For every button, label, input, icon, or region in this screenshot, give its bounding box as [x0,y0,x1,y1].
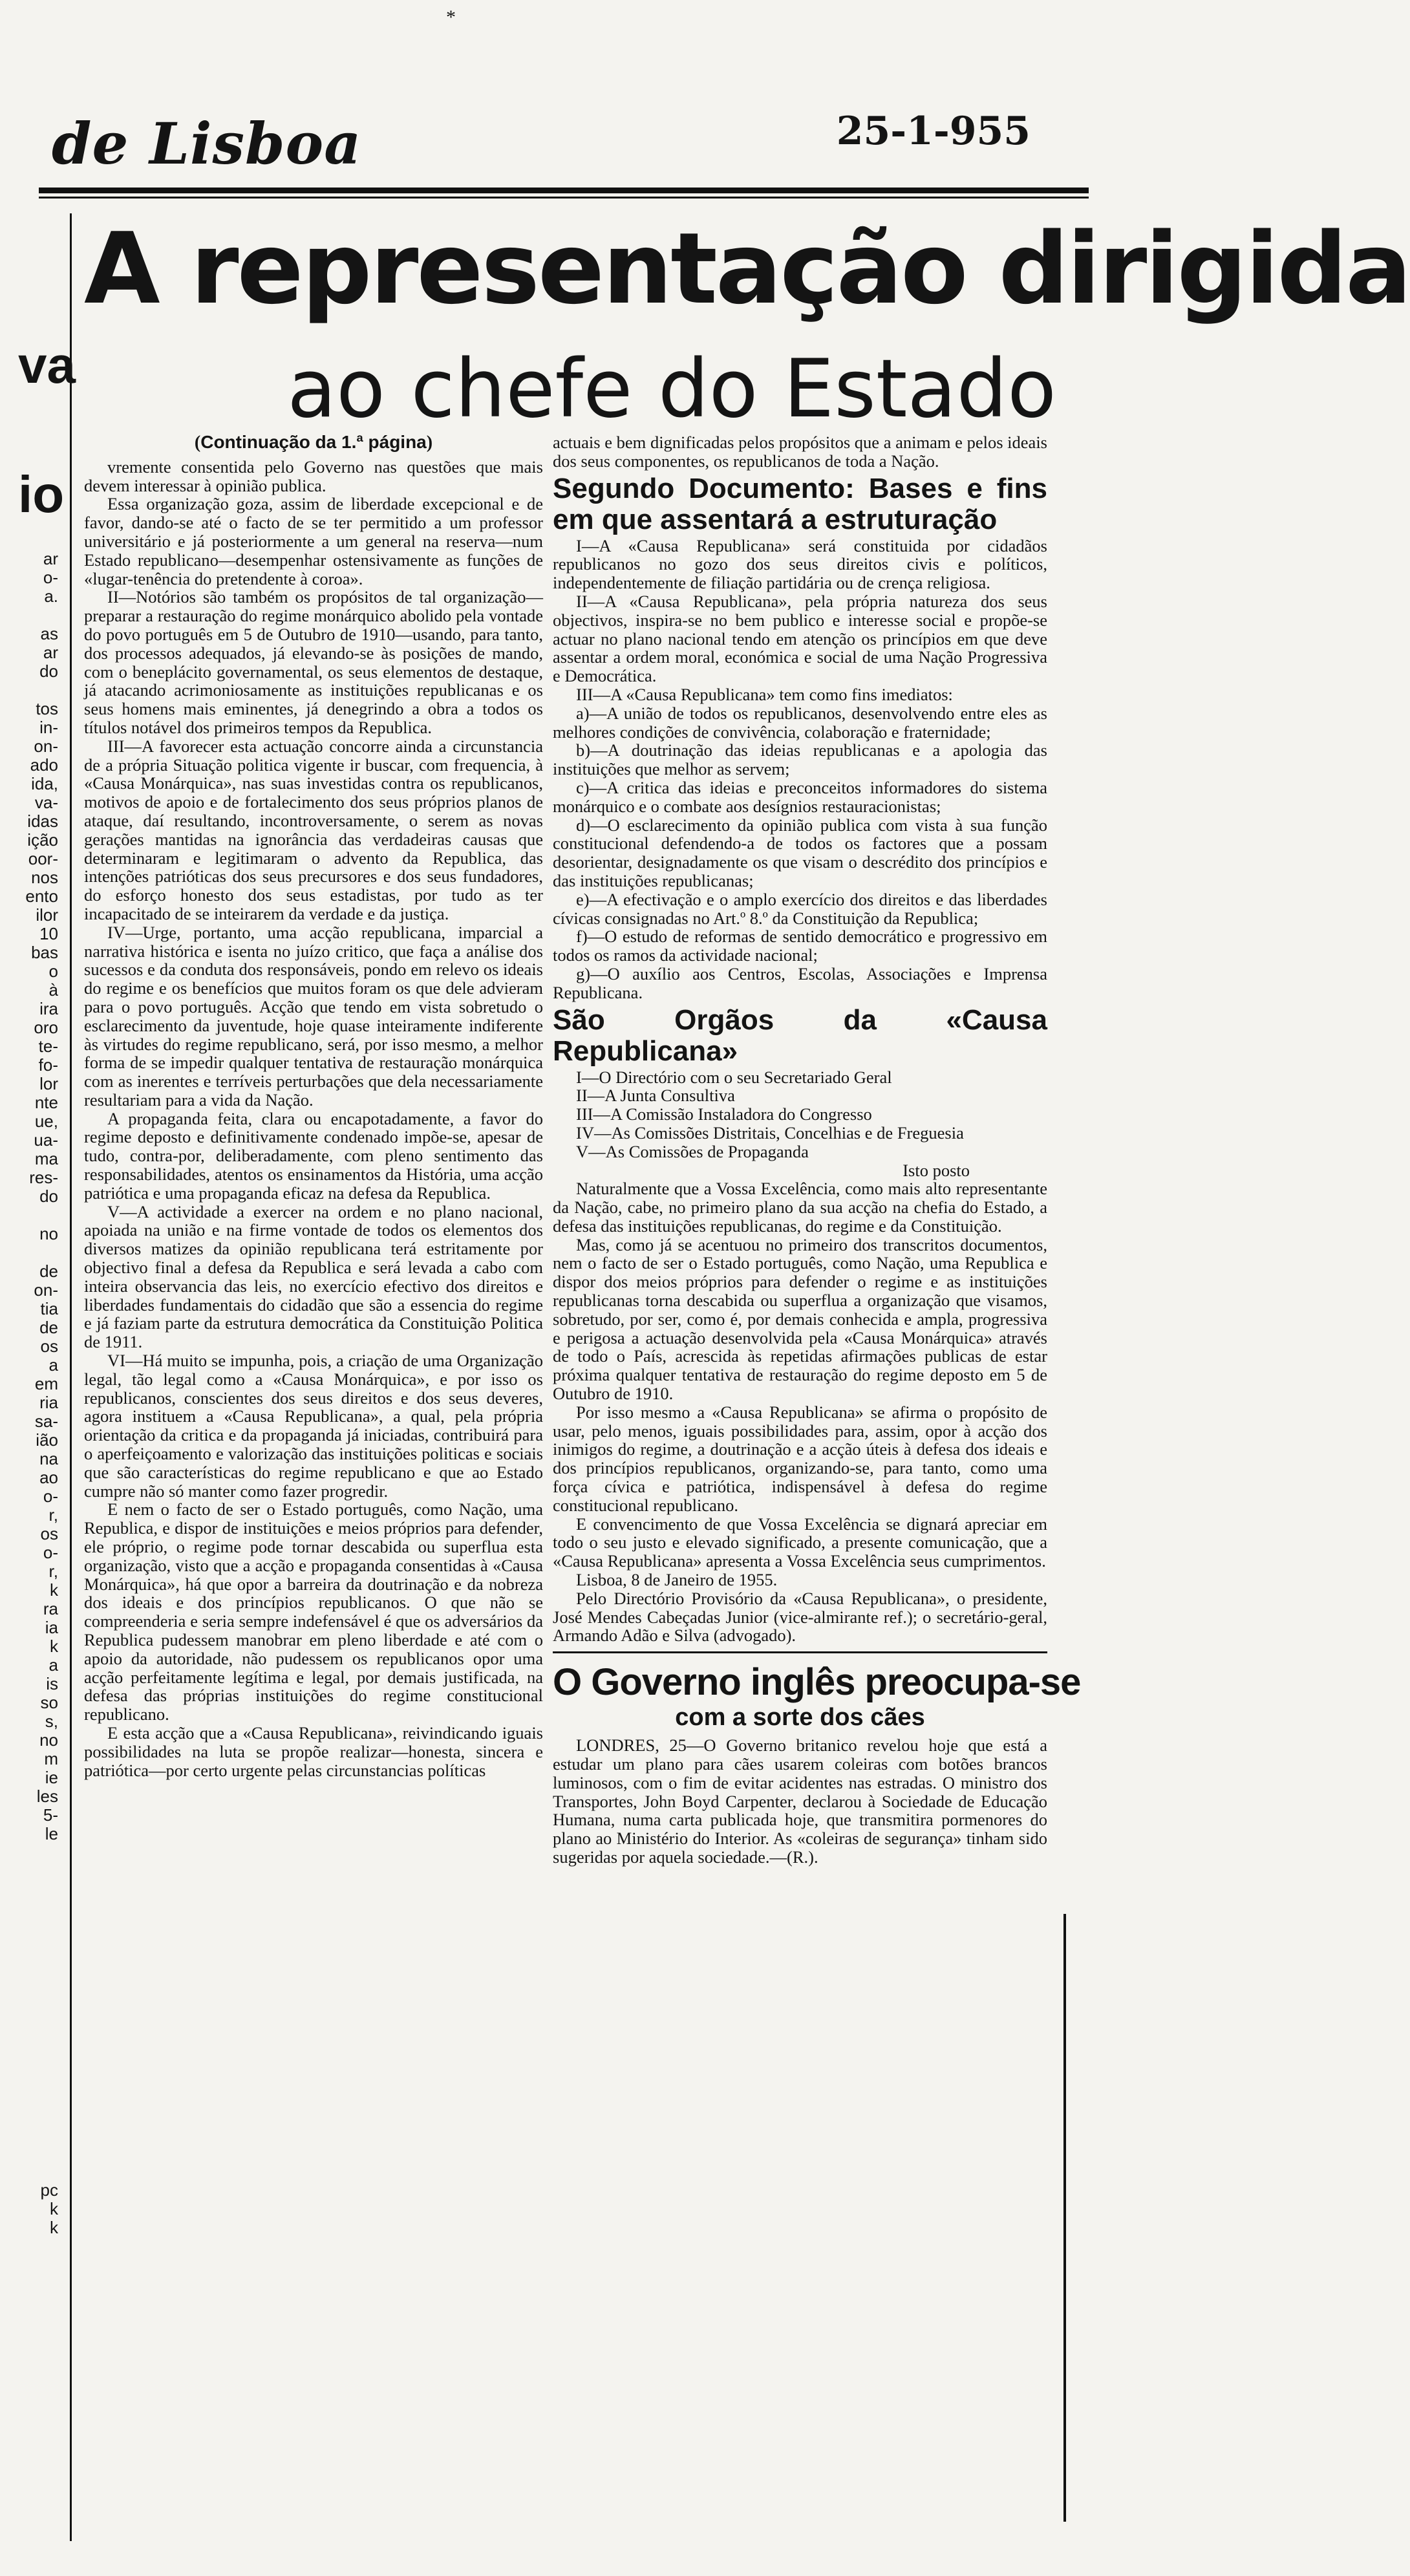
strip-fragment: lor [39,1074,58,1093]
strip-fragment: res- [29,1168,58,1187]
strip-fragment: ida, [31,774,58,793]
strip-fragment: nte [34,1093,58,1112]
continuation-note: (Continuação da 1.ª página) [194,432,433,453]
paragraph: E convencimento de que Vossa Excelência se dignará apreciar em todo o seu justo e elevado significado, a presente comunicação, que a «Causa Republicana» apresenta a Vossa Excelência seus cumprimentos. [553,1514,1047,1571]
strip-fragment: de [39,1318,58,1337]
strip-fragment: tos [36,699,58,718]
strip-fragment [18,606,58,625]
organ-item: II—A Junta Consultiva [576,1086,735,1106]
strip-fragment: os [40,1336,58,1356]
strip-fragment: sa- [34,1411,58,1431]
strip-fragment: oro [34,1018,58,1037]
strip-fragment: k [50,2218,58,2237]
list-item: a)—A união de todos os republicanos, desenvolvendo entre eles as melhores condições de convivência, colaboração e fraternidade; [553,703,1047,742]
strip-fragment: na [39,1449,58,1468]
strip-fragment [18,2087,58,2106]
strip-fragment [18,681,58,700]
strip-fragment: ia [45,1618,58,1637]
paragraph: Mas, como já se acentuou no primeiro dos transcritos documentos, nem o facto de ser o Estado português, como Nação, uma Republica e dispor dos meios próprios para defender o regime e as instituições republicanas torna descabida ou superflua a organização que visamos, sobretudo, por ser, como é, por demais conhecida e ampla, progressiva e perigosa a actuação desenvolvida pela «Causa Monárquica» através de todo o País, acrescida às repetidas afirmações publicas de estar próxima qualquer tentativa de restauração do regime deposto em 5 de Outubro de 1910. [553,1234,1047,1404]
strip-fragment: so [40,1693,58,1712]
strip-fragment: r, [48,1562,58,1581]
strip-fragment: ma [34,1149,58,1168]
strip-fragment: a. [44,586,58,606]
organ-item: IV—As Comissões Distritais, Concelhias e de Freguesia [576,1122,964,1143]
strip-fragment: em [34,1374,58,1393]
isto-posto: Isto posto [903,1160,970,1180]
strip-fragment: s, [45,1712,58,1731]
strip-fragment: te- [38,1036,58,1056]
strip-fragment: ria [39,1393,58,1412]
list-item: f)—O estudo de reformas de sentido democrático e progressivo em todos os ramos da actividade nacional; [553,927,1047,965]
paragraph: Essa organização goza, assim de liberdade excepcional e de favor, dando-se até o facto de se ter permitido a um professor universitário e já posteriormente a um general na reserva—num Estado republicano—desempenhar ostensivamente as funções de «lugar-tenência do pretendente à coroa». [84,494,543,588]
list-item: c)—A critica das ideias e preconceitos informadores do sistema monárquico e o combate aos desígnios restauracionistas; [553,777,1047,816]
strip-fragment: 10 [39,924,58,943]
strip-fragment: ião [36,1430,58,1450]
strip-fragment: va- [34,793,58,812]
side-body: LONDRES, 25—O Governo britanico revelou hoje que está a estudar um plano para cães usarem coleiras com botões brancos luminosos, com o fim de evitar acidentes nas estradas. O ministro dos Transportes, John Boyd Carpenter, declarou à Sociedade de Educação Humana, numa carta publicada hoje, que transmitira pormenores do plano ao Ministério do Interior. As «coleiras de segurança» tinham sido sugeridas por aquela sociedade.—(R.). [553,1735,1047,1867]
strip-fragment: a [48,1355,58,1375]
list-item: I—A «Causa Republicana» será constituida por cidadãos republicanos no gozo dos seus direitos civis e políticos, independentemente de filiação partidária ou de crença religiosa. [553,535,1047,593]
date: 25-1-955 [836,109,1031,154]
strip-fragment [18,1993,58,2012]
section-heading-bases: Segundo Documento: Bases e fins em que assentará a estruturação [553,472,1047,535]
strip-fragment: no [39,1730,58,1750]
strip-fragment [18,1881,58,1900]
strip-fragment [18,2143,58,2162]
page-subtitle: ao chefe do Estado [287,343,1056,436]
strip-fragment [18,1862,58,1881]
strip-fragment: de [39,1261,58,1281]
paragraph: Naturalmente que a Vossa Excelência, como mais alto representante da Nação, cabe, no primeiro plano da sua acção na chefia do Estado, a defesa das instituições republicanas, do regime e da Constituição. [553,1179,1047,1236]
header-rule-thin [39,197,1089,199]
strip-fragment: is [46,1674,58,1693]
strip-fragment: os [40,1524,58,1543]
strip-fragment: r, [48,1505,58,1525]
strip-fragment: no [39,1224,58,1243]
strip-big-mid: io [18,466,65,523]
masthead: de Lisboa [52,110,362,177]
strip-fragment: idas [27,811,58,831]
strip-fragment [18,1900,58,1918]
strip-fragment: as [40,624,58,643]
page-title: A representação dirigida [84,211,1410,326]
strip-fragment: tia [40,1299,58,1318]
strip-fragment: pc [40,2180,58,2200]
strip-fragment: a [48,1655,58,1675]
strip-fragment: le [45,1824,58,1843]
list-item: d)—O esclarecimento da opinião publica com vista à sua função constitucional defendendo-a de todos os factores que a possam desorientar, designadamente os que visam o descrédito dos princípios e das instituições republicanas; [553,815,1047,890]
list-item: g)—O auxílio aos Centros, Escolas, Associações e Imprensa Republicana. [553,963,1047,1002]
organ-item: I—O Directório com o seu Secretariado Geral [576,1067,892,1087]
strip-fragment: on- [34,736,58,756]
strip-fragment [18,1975,58,1993]
header-rule-thick [39,188,1089,193]
strip-big-top: va [18,336,76,394]
left-column-rule [70,213,72,2541]
paragraph: vremente consentida pelo Governo nas questões que mais devem interessar à opinião publica. [84,456,543,495]
organ-item: III—A Comissão Instaladora do Congresso [576,1104,872,1124]
paragraph: II—Notórios são também os propósitos de tal organização—preparar a restauração do regime monárquico abolido pela vontade do povo português em 5 de Outubro de 1910—usando, para tanto, dos processos adequados, já elevando-se às posições de mando, com o beneplácito governamental, os seus elementos de destaque, já atacando acrimoniosamente as instituições republicanas e os seus homens mais eminentes, já denegrindo a obra a todos os títulos notável dos primeiros tempos da Republica. [84,587,543,737]
strip-fragment: on- [34,1280,58,1300]
strip-fragment [18,2162,58,2181]
strip-fragment: do [39,1186,58,1206]
side-article [553,1651,1081,1867]
strip-fragment [18,1956,58,1975]
side-headline: O Governo inglês preocupa-se [553,1661,1081,1704]
strip-fragment: ado [30,755,58,775]
strip-fragment: ar [43,549,58,568]
strip-fragment: ar [43,643,58,662]
paragraph: V—A actividade a exercer na ordem e no plano nacional, apoiada na união e na firme vontade de todos os elementos dos diversos matizes da opinião republicana terá estritamente por objectivo final a defesa da Republica e será levada a cabo com inteira observancia das leis, no exercício efectivo dos direitos e liberdades fundamentais do cidadão que são a essencia do regime e já faziam parte da estrutura democrática da Constituição Politica de 1911. [84,1201,543,1352]
strip-fragment: k [50,2199,58,2218]
strip-fragment: ua- [34,1130,58,1150]
list-item: b)—A doutrinação das ideias republicanas e a apologia das instituições que melhor as servem; [553,740,1047,779]
strip-fragment: ue, [34,1111,58,1131]
article-column-2 [553,433,1081,1867]
list-item: II—A «Causa Republicana», pela própria natureza dos seus objectivos, inspira-se no bem publico e interesse social e propõe-se actuar no plano nacional tendo em atenção os princípios em que deve assentar a ordem moral, económica e social de uma Nação Progressiva e Democrática. [553,591,1047,686]
strip-fragment: nos [31,868,58,887]
paragraph: VI—Há muito se impunha, pois, a criação de uma Organização legal, tão legal como a «Causa Monárquica», e por isso os republicanos, conscientes dos seus direitos e dos seus deveres, agora instituem a «Causa Republicana», a qual, pela própria orientação da critica e da propaganda já iniciadas, contribuirá para o aperfeiçoamento e valorização das instituições politicas e sociais que são características do regime republicano e que ao Estado cumpre não só manter como fazer progredir. [84,1351,543,1501]
organ-item: V—As Comissões de Propaganda [576,1141,809,1161]
strip-fragment: o [48,961,58,981]
strip-fragment: bas [31,943,58,962]
strip-fragment: k [50,1580,58,1600]
strip-fragment: ie [45,1768,58,1787]
strip-fragment: ilor [36,905,58,925]
strip-fragment [18,1243,58,1262]
paragraph: E nem o facto de ser o Estado português, como Nação, uma Republica, e dispor de instituições e meios próprios para defender, ele próprio, o regime pode tornar descabida ou superflua esta organização, visto que a acção e propaganda consentidas à «Causa Monárquica», há que opor a barreira da doutrinação e da nobreza dos ideais e dos princípios republicanos. O que não se compreenderia e seria sempre indefensável é que os adversários da Republica pudessem manobrar em pleno liberdade e até com o apoio da autoridade, não pudessem os republicanos opor uma acção perfeitamente legítima e legal, por demais justificada, na defesa das próprias instituições do regime constitucional republicano. [84,1499,543,1724]
paragraph: Pelo Directório Provisório da «Causa Republicana», o presidente, José Mendes Cabeçadas Junior (vice-almirante ref.); o secretário-geral, Armando Adão e Silva (advogado). [553,1588,1047,1646]
paragraph: IV—Urge, portanto, uma acção republicana, imparcial a narrativa histórica e isenta no juízo critico, que faça a análise dos sucessos e da conduta dos responsáveis, pondo em relevo os ideais do regime e os benefícios que muitos foram os que dele advieram para o povo português. Acção que tendo em vista sobretudo o esclarecimento da juventude, hoje quase inteiramente indiferente às virtudes do regime republicano, será, por isso mesmo, a melhor forma de se impedir qualquer tentativa de restauração monárquica com as inerentes e terríveis perturbações que dela necessariamente resultariam para a vida da Nação. [84,922,543,1110]
strip-fragment [18,2012,58,2031]
side-subhead: com a sorte dos cães [675,1704,925,1732]
strip-fragment: ra [43,1599,58,1618]
col2-intro: actuais e bem dignificadas pelos propósitos que a animam e pelos ideais dos seus componentes, os republicanos de toda a Nação. [553,433,1047,471]
paragraph: A propaganda feita, clara ou encapotadamente, a favor do regime deposto e definitivamente condenado impõe-se, apesar de tudo, contra-por, deliberadamente, com pleno sentimento das responsabilidades, atentos os ensinamentos da História, uma acção patriótica e uma propaganda eficaz na defesa da Republica. [84,1108,543,1203]
strip-fragment [18,2050,58,2068]
paragraph: E esta acção que a «Causa Republicana», reivindicando iguais possibilidades na luta se propõe realizar—honesta, sincera e patriótica—por certo urgente pelas circunstancias políticas [84,1723,543,1780]
section-heading-organs: São Orgãos da «Causa Republicana» [553,1004,1047,1067]
strip-fragment: fo- [38,1055,58,1075]
strip-fragment: ira [39,999,58,1018]
strip-fragment: ao [39,1468,58,1487]
paragraph: Por isso mesmo a «Causa Republicana» se afirma o propósito de usar, pelo menos, iguais possibilidades para, assim, opor à acção dos inimigos do regime, a doutrinação e a acção úteis à defesa dos ideais e dos princípios republicanos, organizando-se, para tanto, como uma força cívica e patriótica, indispensável à defesa do regime constitucional republicano. [553,1402,1047,1515]
strip-fragment [18,1937,58,1956]
list-item: e)—A efectivação e o amplo exercício dos direitos e das liberdades cívicas consignadas no Art.º 8.º da Constituição da Republica; [553,889,1047,928]
strip-fragment: oor- [28,849,58,868]
strip-fragment [18,1918,58,1937]
strip-fragment [18,2125,58,2143]
strip-fragment: les [36,1787,58,1806]
strip-fragment [18,2031,58,2050]
strip-fragment [18,2106,58,2125]
paragraph: III—A favorecer esta actuação concorre ainda a circunstancia de a própria Situação politica vigente ir buscar, com frequencia, à «Causa Monárquica», nas suas investidas contra os republicanos, motivos de apoio e de fortalecimento dos seus próprios planos de ataque, daí resultando, incontroversamente, o serem as novas gerações mantidas na ignorância das verdadeiras causas que determinaram e legitimaram o advento da Republica, das intenções patrióticas dos seus precursores e dos seus fundadores, do esforço honesto dos seus estadistas, por tudo as ter incapacitado de se inteirarem da verdade e da justiça. [84,736,543,923]
strip-fragment: k [50,1637,58,1656]
strip-fragment: ento [25,886,58,906]
strip-fragment: 5- [43,1805,58,1825]
article-column-1 [84,433,543,1779]
strip-fragment: in- [39,718,58,737]
top-mark: * [446,6,456,28]
strip-fragment: o- [43,1543,58,1562]
strip-fragment: o- [43,1487,58,1506]
strip-fragment: à [48,980,58,1000]
strip-fragment: do [39,661,58,681]
paragraph: Lisboa, 8 de Janeiro de 1955. [576,1570,778,1590]
strip-fragment: o- [43,568,58,587]
strip-fragment [18,2068,58,2087]
strip-fragment [18,1206,58,1225]
right-edge-rule [1063,1914,1066,2522]
strip-fragment: m [44,1749,58,1768]
strip-fragment [18,1843,58,1862]
list-item: III—A «Causa Republicana» tem como fins imediatos: [576,684,953,704]
strip-fragment: ição [27,830,58,850]
